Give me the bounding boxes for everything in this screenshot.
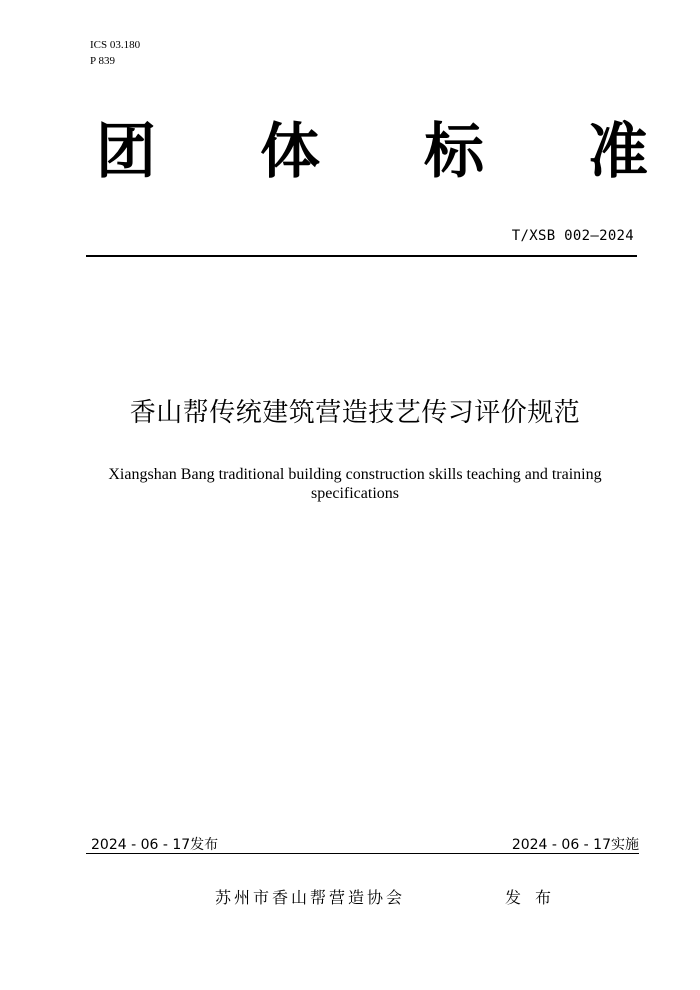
standard-type-char: 标 <box>424 117 484 187</box>
chinese-title: 香山帮传统建筑营造技艺传习评价规范 <box>129 398 581 428</box>
standard-number: T/XSB 002—2024 <box>511 228 634 244</box>
implement-date: 2024 - 06 - 17实施 <box>511 837 639 853</box>
classification-codes <box>90 37 140 69</box>
publish-label: 发布 <box>505 888 566 907</box>
standard-type-char: 准 <box>588 117 648 187</box>
standard-type-char: 体 <box>260 117 320 187</box>
date-row <box>86 833 639 854</box>
header-divider <box>86 255 637 257</box>
publisher-name: 苏州市香山帮营造协会 <box>215 888 406 907</box>
publish-date: 2024 - 06 - 17发布 <box>91 837 219 853</box>
english-title: Xiangshan Bang traditional building construction skills teaching and training specifications <box>108 466 602 502</box>
ics-code: ICS 03.180 <box>90 39 141 51</box>
standard-type-title <box>96 115 648 190</box>
standard-type-char: 团 <box>96 117 156 187</box>
ccs-code: P 839 <box>90 55 115 67</box>
